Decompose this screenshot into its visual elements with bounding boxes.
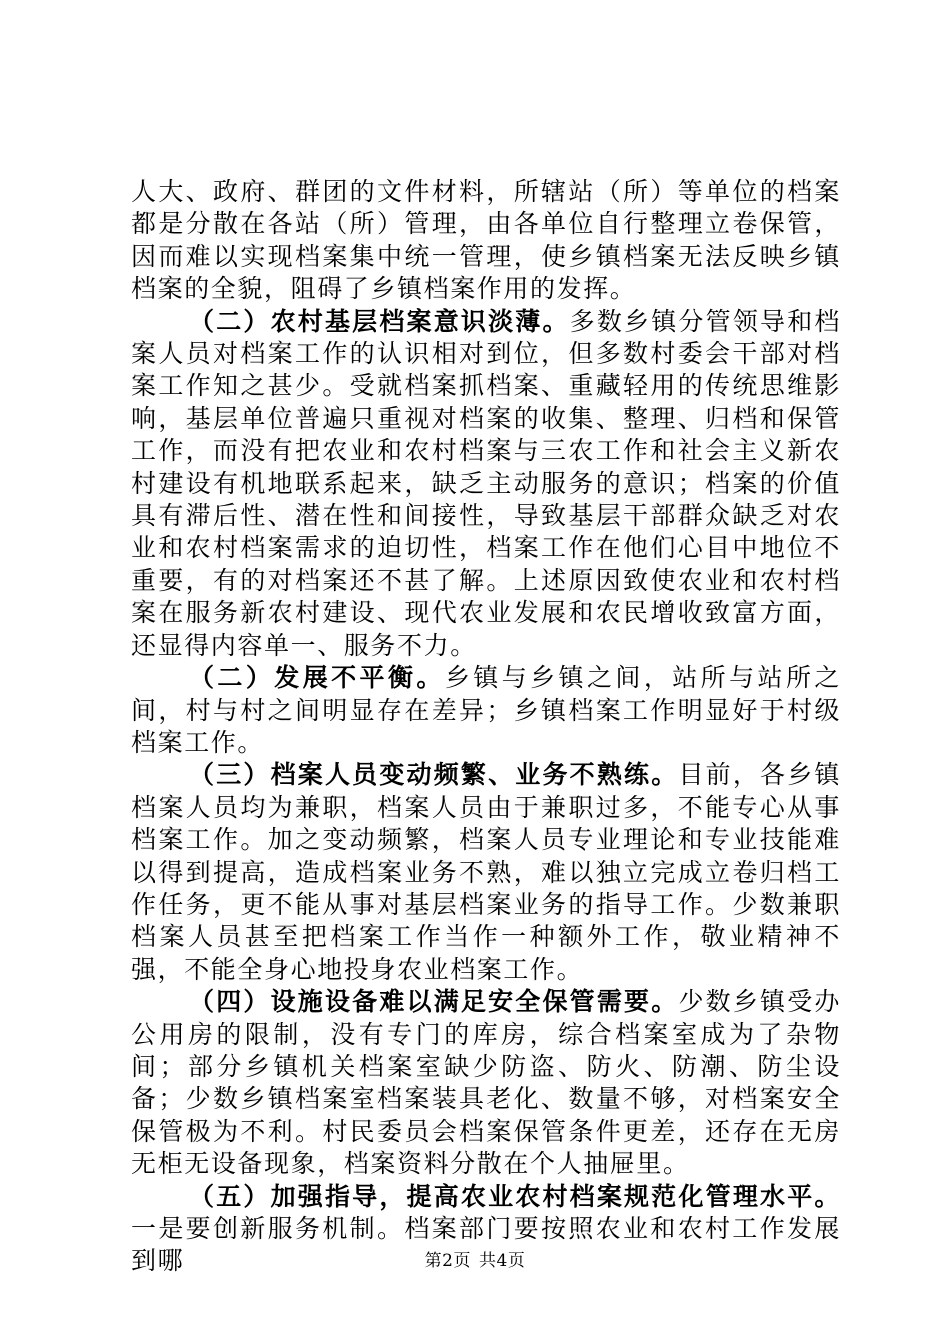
- paragraph-facilities: [131, 986, 841, 1180]
- paragraph-text: 乡镇与乡镇之间，站所与站所之间，村与村之间明显存在差异；乡镇档案工作明显好于村级档案工作。: [131, 663, 841, 757]
- paragraph-text: 目前，各乡镇档案人员均为兼职，档案人员由于兼职过多，不能专心从事档案工作。加之变动频繁，档案人员专业理论和专业技能难以得到提高，造成档案业务不熟，难以独立完成立卷归档工作任务，更不能从事对基层档案业务的指导工作。少数兼职档案人员甚至把档案工作当作一种额外工作，敬业精神不强，不能全身心地投身农业档案工作。: [131, 760, 841, 984]
- paragraph-awareness: [131, 306, 841, 662]
- paragraph-lead: （二）农村基层档案意识淡薄。: [189, 306, 570, 336]
- paragraph-personnel: [131, 759, 841, 986]
- page-footer: [0, 1246, 950, 1271]
- paragraph-lead: （五）加强指导，提高农业农村档案规范化管理水平。: [189, 1181, 841, 1211]
- paragraph-text: 一是要创新服务机制。档案部门要按照农业和农村工作发展到哪: [131, 1214, 841, 1276]
- paragraph-continuation: [131, 176, 841, 306]
- paragraph-lead: （二）发展不平衡。: [189, 663, 445, 693]
- paragraph-text: 少数乡镇受办公用房的限制，没有专门的库房，综合档案室成为了杂物间；部分乡镇机关档案室缺少防盗、防火、防潮、防尘设备；少数乡镇档案室档案装具老化、数量不够，对档案安全保管极为不利。村民委员会档案保管条件更差，还存在无房无柜无设备现象，档案资料分散在个人抽屉里。: [131, 987, 841, 1179]
- paragraph-imbalance: [131, 662, 841, 759]
- document-body: [131, 176, 841, 1278]
- page-number: 第2页: [424, 1251, 471, 1271]
- paragraph-text: 人大、政府、群团的文件材料，所辖站（所）等单位的档案都是分散在各站（所）管理，由各单位自行整理立卷保管，因而难以实现档案集中统一管理，使乡镇档案无法反映乡镇档案的全貌，阻碍了乡镇档案作用的发挥。: [131, 177, 841, 304]
- paragraph-text: 多数乡镇分管领导和档案人员对档案工作的认识相对到位，但多数村委会干部对档案工作知之甚少。受就档案抓档案、重藏轻用的传统思维影响，基层单位普遍只重视对档案的收集、整理、归档和保管工作，而没有把农业和农村档案与三农工作和社会主义新农村建设有机地联系起来，缺乏主动服务的意识；档案的价值具有滞后性、潜在性和间接性，导致基层干部群众缺乏对农业和农村档案需求的迫切性，档案工作在他们心目中地位不重要，有的对档案还不甚了解。上述原因致使农业和农村档案在服务新农村建设、现代农业发展和农民增收致富方面，还显得内容单一、服务不力。: [131, 306, 841, 660]
- paragraph-lead: （三）档案人员变动频繁、业务不熟练。: [189, 760, 679, 790]
- paragraph-lead: （四）设施设备难以满足安全保管需要。: [189, 987, 679, 1017]
- page-total: 共4页: [479, 1251, 526, 1271]
